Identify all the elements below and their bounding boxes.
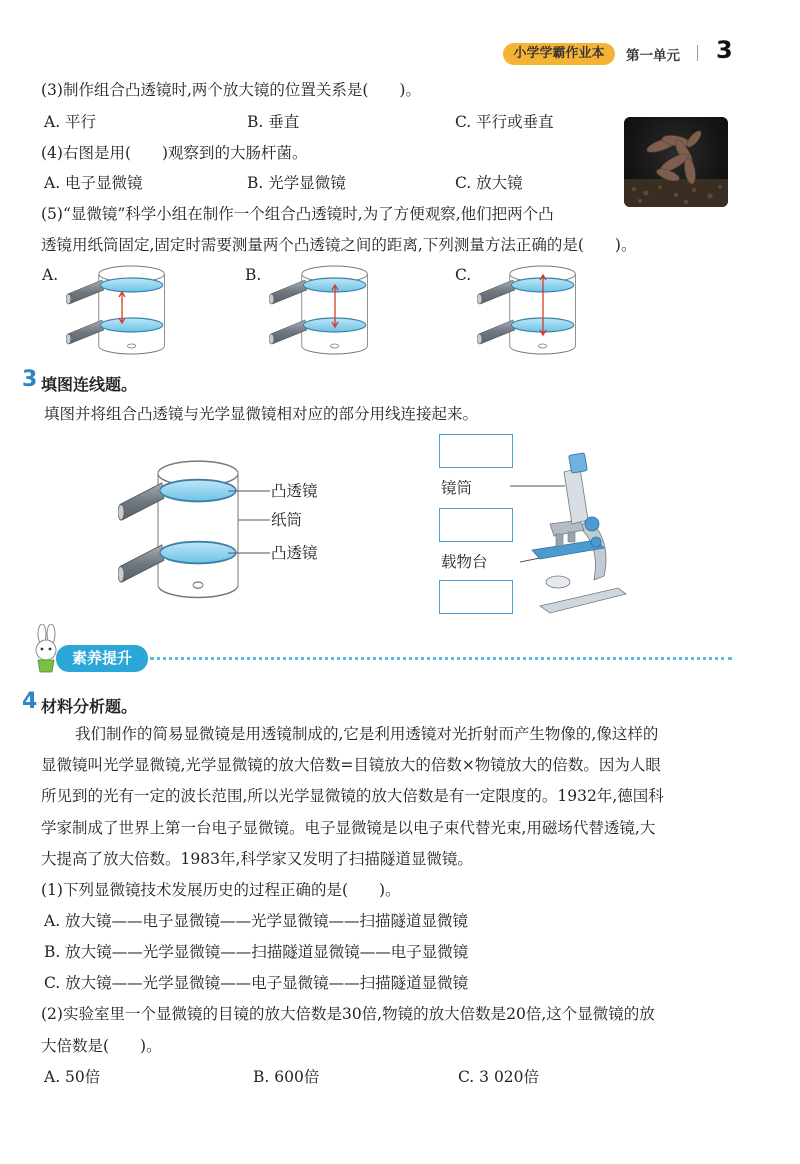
lens-label-tube: 纸筒 (271, 511, 303, 529)
s4-q2-option-c[interactable]: C. 3 020倍 (458, 1068, 540, 1086)
material-paragraph-line-2: 显微镜叫光学显微镜,光学显微镜的放大倍数=目镜放大的倍数×物镜放大的倍数。因为人眼 (41, 756, 661, 774)
lens-label-top: 凸透镜 (271, 482, 318, 500)
q5-option-a-diagram[interactable] (66, 262, 198, 358)
q3-option-a[interactable]: A. 平行 (44, 113, 97, 131)
header-divider (697, 45, 698, 61)
s4-q2-stem-line2: 大倍数是( )。 (41, 1037, 162, 1055)
q3-stem: (3)制作组合凸透镜时,两个放大镜的位置关系是( )。 (41, 81, 421, 99)
q5-option-c-label[interactable]: C. (455, 266, 472, 284)
q5-option-b-label[interactable]: B. (245, 266, 262, 284)
q4-option-a[interactable]: A. 电子显微镜 (44, 174, 143, 192)
q5-stem-line1: (5)“显微镜”科学小组在制作一个组合凸透镜时,为了方便观察,他们把两个凸 (41, 205, 554, 223)
s4-q2-option-b[interactable]: B. 600倍 (253, 1068, 320, 1086)
literacy-boost-banner: 素养提升 (56, 645, 148, 672)
material-paragraph-line-5: 大提高了放大倍数。1983年,科学家又发明了扫描隧道显微镜。 (41, 850, 473, 868)
s4-q1-option-b[interactable]: B. 放大镜——光学显微镜——扫描隧道显微镜——电子显微镜 (44, 943, 469, 961)
q4-stem: (4)右图是用( )观察到的大肠杆菌。 (41, 144, 308, 162)
q5-option-a-label[interactable]: A. (42, 266, 59, 284)
s4-q2-option-a[interactable]: A. 50倍 (44, 1068, 101, 1086)
q4-option-c[interactable]: C. 放大镜 (455, 174, 523, 192)
lens-label-bottom: 凸透镜 (271, 544, 318, 562)
q5-option-b-diagram[interactable] (269, 262, 401, 358)
material-paragraph-line-3: 所见到的光有一定的波长范围,所以光学显微镜的放大倍数是有一定限度的。1932年,德国科 (41, 787, 664, 805)
microscope-label-tube: 镜筒 (441, 479, 473, 497)
section4-number: 4 (22, 689, 38, 714)
ecoli-micrograph-image (624, 117, 728, 207)
unit-label: 第一单元 (626, 48, 680, 64)
section3-instruction: 填图并将组合凸透镜与光学显微镜相对应的部分用线连接起来。 (44, 405, 479, 423)
page-number: 3 (716, 36, 733, 64)
microscope-label-stage: 载物台 (441, 553, 488, 571)
material-paragraph-line-4: 学家制成了世界上第一台电子显微镜。电子显微镜是以电子束代替光束,用磁场代替透镜,大 (41, 819, 656, 837)
material-paragraph-line-1: 我们制作的简易显微镜是用透镜制成的,它是利用透镜对光折射而产生物像的,像这样的 (75, 725, 659, 743)
q3-option-b[interactable]: B. 垂直 (247, 113, 300, 131)
section4-title: 材料分析题。 (41, 697, 138, 716)
book-title-badge: 小学学霸作业本 (503, 43, 615, 65)
section3-title: 填图连线题。 (41, 375, 138, 394)
section3-number: 3 (22, 367, 38, 392)
s4-q1-option-c[interactable]: C. 放大镜——光学显微镜——电子显微镜——扫描隧道显微镜 (44, 974, 469, 992)
q5-stem-line2: 透镜用纸筒固定,固定时需要测量两个凸透镜之间的距离,下列测量方法正确的是( )。 (41, 236, 637, 254)
optical-microscope-image (480, 448, 630, 618)
q4-option-b[interactable]: B. 光学显微镜 (247, 174, 346, 192)
combined-convex-lens-diagram (118, 458, 278, 608)
s4-q1-stem: (1)下列显微镜技术发展历史的过程正确的是( )。 (41, 881, 401, 899)
banner-dotted-line (150, 657, 732, 660)
s4-q2-stem-line1: (2)实验室里一个显微镜的目镜的放大倍数是30倍,物镜的放大倍数是20倍,这个显微镜的放 (41, 1005, 655, 1023)
q5-option-c-diagram[interactable] (477, 262, 609, 358)
q3-option-c[interactable]: C. 平行或垂直 (455, 113, 554, 131)
s4-q1-option-a[interactable]: A. 放大镜——电子显微镜——光学显微镜——扫描隧道显微镜 (44, 912, 469, 930)
